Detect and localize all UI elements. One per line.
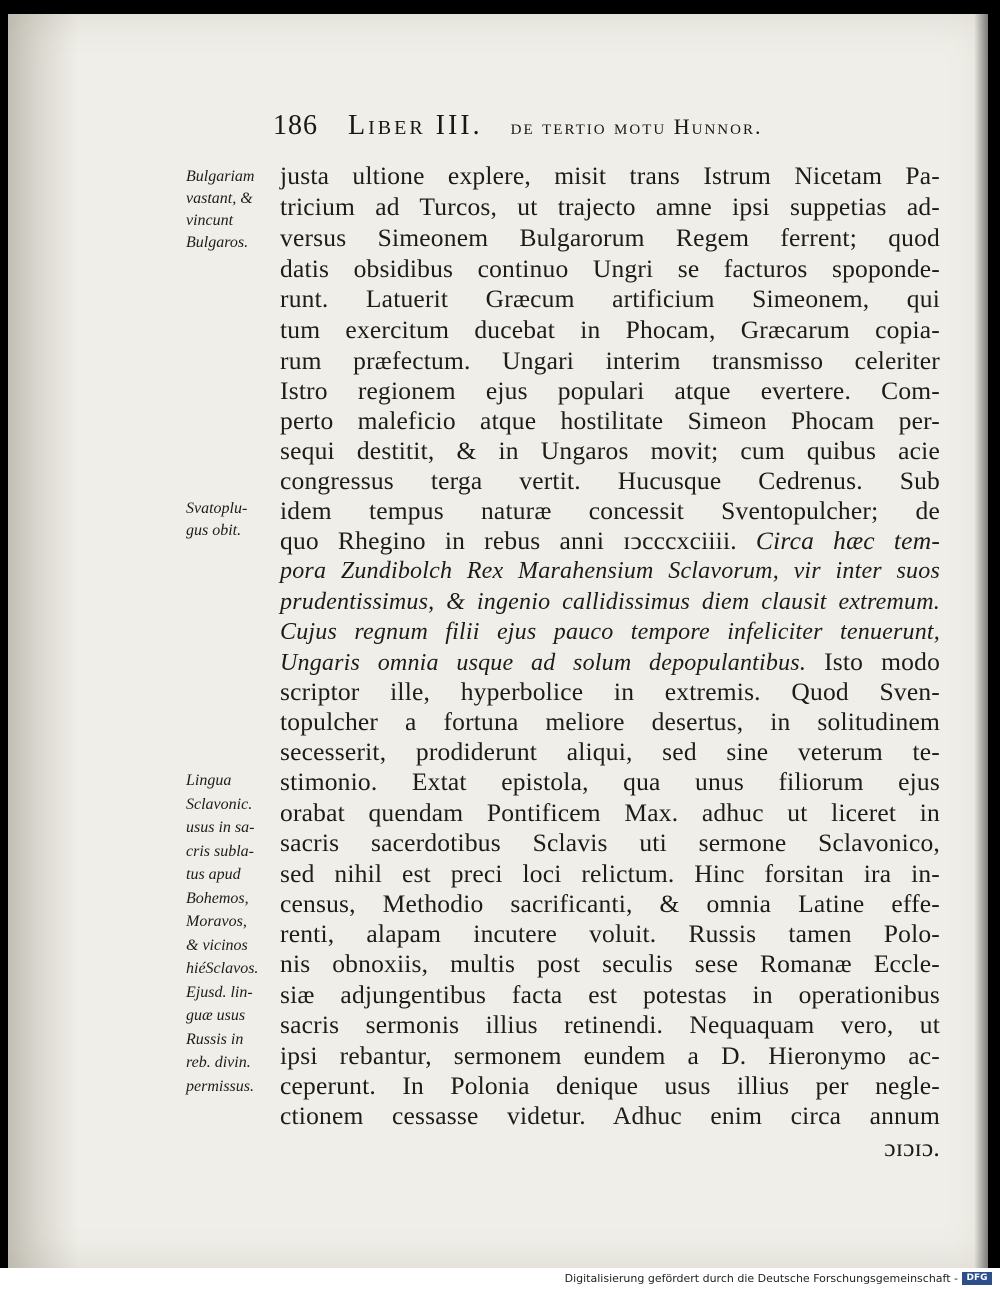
text-line: sacris sermonis illius retinendi. Nequaquam vero, ut [280,1010,940,1039]
margin-note-line: vastant, & [186,190,253,207]
text-line: topulcher a fortuna meliore desertus, in solitudinem [280,707,940,736]
text-line: ceperunt. In Polonia denique usus illius per negle- [280,1071,940,1100]
text-line: runt. Latuerit Græcum artificium Simeonem, qui [280,284,940,313]
page-number: 186 [273,110,318,141]
text-line-italic: pora Zundibolch Rex Marahensium Sclavorum, vir inter suos [280,558,940,584]
gutter-shadow [8,14,78,1268]
margin-note-line: Bulgariam [186,168,255,185]
text-line: justa ultione explere, misit trans Istrum Nicetam Pa- [280,161,940,190]
text-span: Isto modo [824,647,941,676]
margin-note-line: gus obit. [186,522,242,539]
text-line: ipsi rebantur, sermonem eundem a D. Hieronymo ac- [280,1041,940,1070]
margin-note-line: Ejusd. lin- [186,983,253,1001]
margin-note-line: hiéSclavos. [186,960,259,977]
book-number: Liber III. [348,110,483,141]
text-line: perto maleficio atque hostilitate Simeon Phocam per- [280,406,940,435]
text-line-italic: Cujus regnum filii ejus pauco tempore infeliciter tenuerunt, [280,619,940,645]
text-line: Istro regionem ejus populari atque evertere. Com- [280,376,940,405]
italic-quote: Ungaris omnia usque ad solum depopulantibus. [280,650,807,676]
text-line: idem tempus naturæ concessit Sventopulcher; de [280,496,940,525]
margin-note-line: cris subla- [186,842,254,860]
footer-bar [0,1268,1000,1289]
text-line [280,526,940,556]
margin-note-line: Moravos, [186,913,247,930]
margin-note-line: reb. divin. [186,1054,251,1071]
catchword: ɔɪɔɪɔ. [884,1133,940,1162]
margin-note-line: & vicinos [186,936,248,954]
dfg-logo[interactable]: DFG [962,1272,992,1285]
margin-note-bulgariam [186,166,286,254]
text-line: scriptor ille, hyperbolice in extremis. Quod Sven- [280,677,940,706]
text-line: tricium ad Turcos, ut trajecto amne ipsi suppetias ad- [280,192,940,221]
margin-note-line: guæ usus [186,1007,246,1024]
text-line: secesserit, prodiderunt aliqui, sed sine veterum te- [280,737,940,766]
book-page [8,14,988,1268]
text-line [280,647,940,677]
text-line: tum exercitum ducebat in Phocam, Græcarum copia- [280,315,940,344]
text-line: rum præfectum. Ungari interim transmisso celeriter [280,346,940,375]
margin-note-line: Bohemos, [186,889,249,907]
margin-note-line: tus apud [186,866,241,883]
margin-note-line: permissus. [186,1077,255,1095]
text-line: sed nihil est preci loci relictum. Hinc forsitan ira in- [280,859,940,888]
text-line: datis obsidibus continuo Ungri se facturos spoponde- [280,254,940,283]
chapter-title: de tertio motu Hunnor. [510,114,763,139]
margin-note-line: usus in sa- [186,819,255,836]
margin-note-svatoplugus [186,498,286,542]
text-line: renti, alapam incutere voluit. Russis tamen Polo- [280,919,940,948]
text-line: congressus terga vertit. Hucusque Cedrenus. Sub [280,466,940,495]
margin-note-line: Bulgaros. [186,234,249,251]
margin-note-lingua [186,769,286,1098]
text-line: sacris sacerdotibus Sclavis uti sermone Sclavonico, [280,828,940,857]
page-edge-shadow [974,14,988,1268]
text-span: quo Rhegino in rebus anni ɪↄcccxciiii. [280,526,737,555]
running-header [273,110,873,142]
text-line: stimonio. Extat epistola, qua unus filiorum ejus [280,767,940,796]
margin-note-line: Russis in [186,1030,244,1048]
text-line: sequi destitit, & in Ungaros movit; cum quibus acie [280,436,940,465]
text-line: orabat quendam Pontificem Max. adhuc ut liceret in [280,798,940,827]
margin-note-line: vincunt [186,212,234,229]
text-line: ctionem cessasse videtur. Adhuc enim circa annum [280,1101,940,1130]
margin-note-line: Svatoplu- [186,500,248,517]
text-line-italic: prudentissimus, & ingenio callidissimus diem clausit extremum. [280,589,940,615]
funding-notice: Digitalisierung gefördert durch die Deutsche Forschungsgemeinschaft - [564,1272,958,1285]
text-line: siæ adjungentibus facta est potestas in operationibus [280,980,940,1009]
text-line: versus Simeonem Bulgarorum Regem ferrent; quod [280,223,940,252]
margin-note-line: Sclavonic. [186,795,253,813]
italic-quote: Circa hæc tem- [755,526,941,555]
margin-note-line: Lingua [186,772,232,789]
text-line: nis obnoxiis, multis post seculis sese Romanæ Eccle- [280,949,940,978]
text-line: census, Methodio sacrificanti, & omnia Latine effe- [280,889,940,918]
